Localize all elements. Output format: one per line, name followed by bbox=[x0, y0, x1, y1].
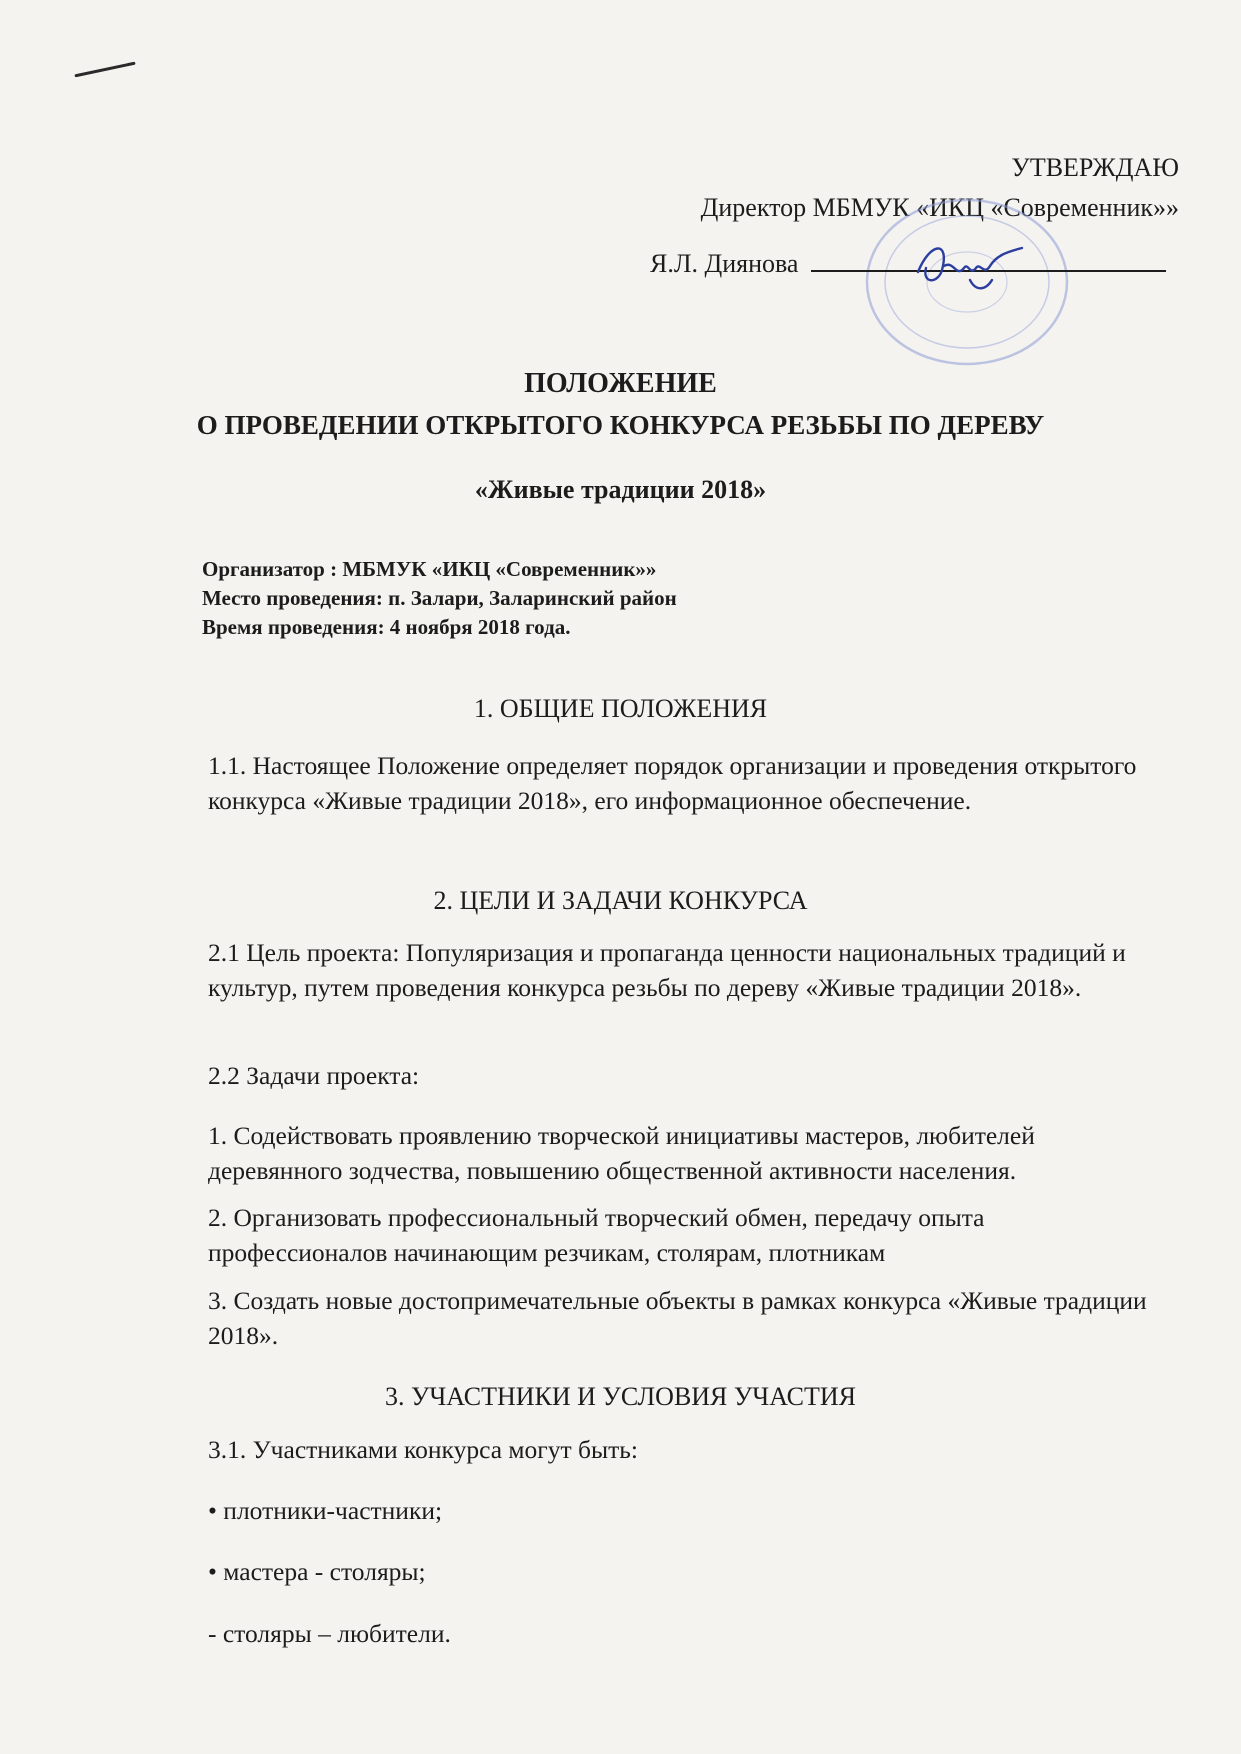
paragraph-3-1: 3.1. Участниками конкурса могут быть: bbox=[208, 1435, 638, 1464]
document-subtitle: О ПРОВЕДЕНИИ ОТКРЫТОГО КОНКУРСА РЕЗЬБЫ ПО ДЕРЕВУ bbox=[196, 410, 1045, 440]
list-item: • мастера - столяры; bbox=[208, 1557, 426, 1586]
event-name: «Живые традиции 2018» bbox=[474, 475, 767, 504]
event-details bbox=[202, 555, 677, 642]
paragraph-2-task-2: 2. Организовать профессиональный творческий обмен, передачу опыта профессионалов начинающим резчикам, столярам, плотникам bbox=[208, 1203, 985, 1267]
section-1-heading: 1. ОБЩИЕ ПОЛОЖЕНИЯ bbox=[473, 694, 768, 723]
paragraph-1-1: 1.1. Настоящее Положение определяет порядок организации и проведения открытого конкурса «Живые традиции 2018», его информационное обеспечение. bbox=[208, 751, 1137, 815]
venue-line: Место проведения: п. Залари, Заларинский район bbox=[202, 586, 677, 610]
section-2-heading: 2. ЦЕЛИ И ЗАДАЧИ КОНКУРСА bbox=[433, 886, 808, 915]
list-item: • плотники-частники; bbox=[208, 1496, 443, 1525]
signer-name: Я.Л. Диянова bbox=[650, 249, 799, 278]
date-line: Время проведения: 4 ноября 2018 года. bbox=[202, 615, 571, 639]
handwritten-signature bbox=[910, 232, 1030, 302]
pen-mark bbox=[74, 62, 135, 78]
approval-position: Директор МБМУК «ИКЦ «Современник»» bbox=[700, 193, 1179, 222]
paragraph-2-1: 2.1 Цель проекта: Популяризация и пропаганда ценности национальных традиций и культур, путем проведения конкурса резьбы по дереву «Живые традиции 2018». bbox=[208, 938, 1126, 1002]
organizer-line: Организатор : МБМУК «ИКЦ «Современник»» bbox=[202, 557, 657, 581]
section-3-heading: 3. УЧАСТНИКИ И УСЛОВИЯ УЧАСТИЯ bbox=[384, 1382, 857, 1411]
approval-heading: УТВЕРЖДАЮ bbox=[1011, 153, 1179, 182]
paragraph-2-task-1: 1. Содействовать проявлению творческой инициативы мастеров, любителей деревянного зодчества, повышению общественной активности населения. bbox=[208, 1121, 1035, 1185]
document-title: ПОЛОЖЕНИЕ bbox=[524, 368, 717, 399]
paragraph-2-2: 2.2 Задачи проекта: bbox=[208, 1061, 420, 1090]
paragraph-2-task-3: 3. Создать новые достопримечательные объекты в рамках конкурса «Живые традиции 2018». bbox=[208, 1286, 1147, 1350]
signature-line bbox=[650, 248, 1166, 279]
list-item: - столяры – любители. bbox=[208, 1619, 451, 1648]
